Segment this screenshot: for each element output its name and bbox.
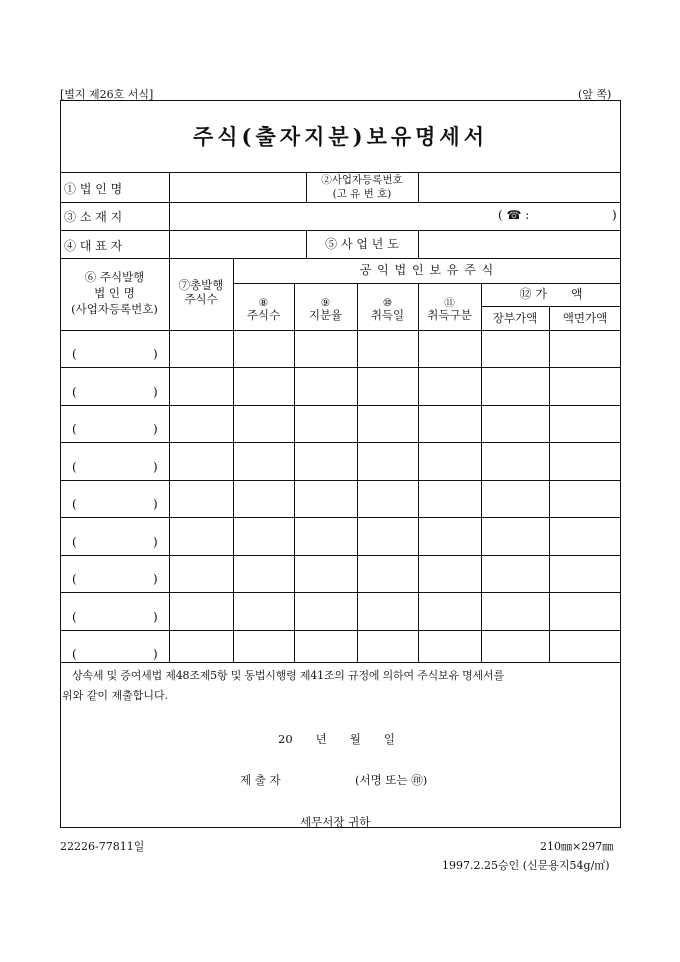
row-close-paren: ) [153,497,158,511]
rule [294,283,295,662]
rule [60,662,621,663]
row-open-paren: ( [72,572,77,586]
row-close-paren: ) [153,572,158,586]
row-close-paren: ) [153,647,158,661]
rule [418,283,419,662]
paper-size: 210㎜×297㎜ [540,840,614,853]
rule [60,330,621,331]
form-code: 22226-77811일 [60,840,145,853]
acquisition-type-header: 취득구분 [427,307,472,322]
row-close-paren: ) [153,535,158,549]
row-close-paren: ) [153,460,158,474]
row-open-paren: ( [72,460,77,474]
declaration-line-2: 위와 같이 제출합니다. [62,689,169,702]
face-value-header: 액면가액 [562,310,608,325]
rule [60,555,621,556]
address-label: ③ 소 재 지 [64,210,123,224]
row-open-paren: ( [72,610,77,624]
rule [60,630,621,631]
row-close-paren: ) [153,347,158,361]
rule [60,202,621,203]
form-number: [별지 제26호 서식] [60,88,154,101]
shares-count-header: 주식수 [246,307,281,322]
rule [549,306,550,662]
submission-date: 20 년 월 일 [278,732,395,746]
rule [418,230,419,258]
col8-number: ⑧ [258,296,269,309]
issuer-col-header-2: 법 인 명 [94,285,135,300]
rule [418,172,419,202]
declaration-line-1: 상속세 및 증여세법 제48조제5항 및 동법시행령 제41조의 규정에 의하여 주식보유 명세서를 [72,669,504,682]
signature-label: (서명 또는 ㊞) [355,773,428,787]
row-open-paren: ( [72,535,77,549]
col11-number: ⑪ [444,296,455,309]
issuer-col-header-3: (사업자등록번호) [71,301,158,316]
corp-name-label: ① 법 인 명 [64,182,123,196]
recipient: 세무서장 귀하 [300,815,371,829]
rule [169,172,170,258]
acquisition-date-header: 취득일 [370,307,405,322]
rule [357,283,358,662]
row-open-paren: ( [72,347,77,361]
ownership-ratio-header: 지분율 [308,307,343,322]
book-value-header: 장부가액 [492,310,538,325]
rule [169,258,170,662]
col10-number: ⑩ [382,296,393,309]
col9-number: ⑨ [320,296,331,309]
rule [60,480,621,481]
approval-note: 1997.2.25승인 (신문용지54g/㎡) [442,859,610,872]
page-side-label: (앞 쪽) [578,88,612,101]
row-open-paren: ( [72,422,77,436]
biz-reg-no-label: ②사업자등록번호 [321,173,403,186]
rule [60,592,621,593]
row-close-paren: ) [153,422,158,436]
total-shares-header-2: 주식수 [184,291,218,306]
row-open-paren: ( [72,385,77,399]
rule [60,367,621,368]
row-open-paren: ( [72,497,77,511]
phone-label: ( ☎ : [498,208,530,222]
form-frame [60,100,621,828]
phone-close: ) [612,208,617,222]
rule [60,442,621,443]
issuer-col-header-1: ⑥ 주식발행 [84,269,145,284]
held-shares-group-header: 공 익 법 인 보 유 주 식 [359,263,495,277]
submitter-label: 제 출 자 [240,773,281,787]
rule [60,517,621,518]
form-title: 주식(출자지분)보유명세서 [192,124,489,149]
business-year-label: ⑤ 사 업 년 도 [325,236,399,251]
unique-no-label: (고 유 번 호) [332,187,392,200]
rule [481,283,482,662]
total-shares-header-1: ⑦총발행 [178,277,224,292]
value-group-header: ⑫ 가 액 [519,287,583,301]
row-close-paren: ) [153,385,158,399]
row-close-paren: ) [153,610,158,624]
representative-label: ④ 대 표 자 [64,239,123,253]
row-open-paren: ( [72,647,77,661]
rule [60,405,621,406]
